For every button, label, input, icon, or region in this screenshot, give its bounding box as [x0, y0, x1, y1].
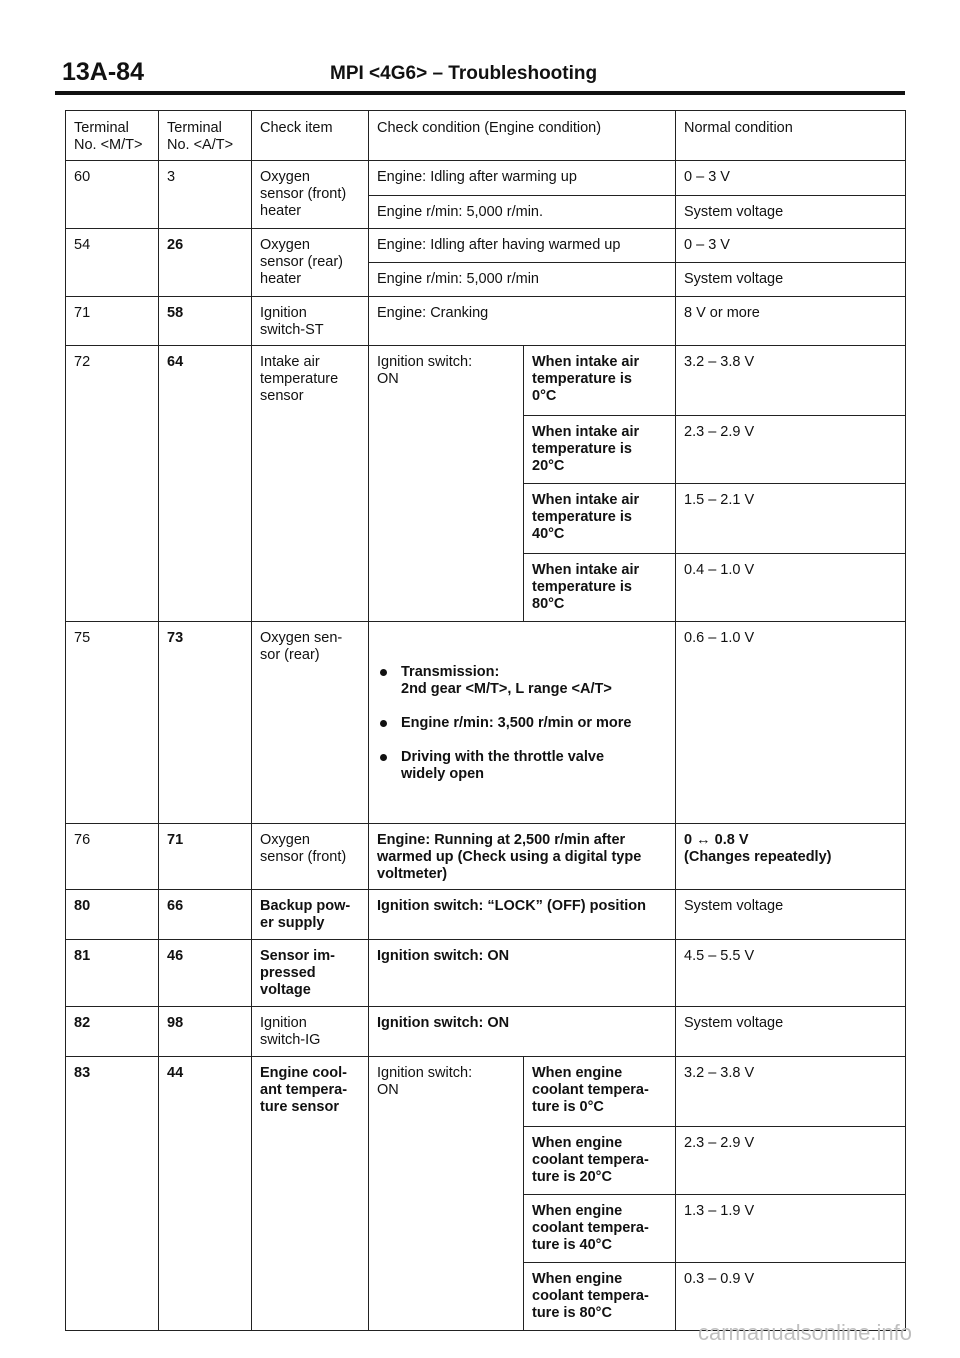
terminal-at: 98 — [159, 1007, 252, 1057]
table-row — [66, 1057, 906, 1127]
watermark: carmanualsonline.info — [697, 1320, 912, 1345]
terminal-mt: 72 — [66, 346, 159, 622]
table-row — [66, 297, 906, 346]
normal-condition: 0 – 3 V — [676, 229, 906, 263]
table-row — [66, 229, 906, 263]
normal-condition: System voltage — [676, 1007, 906, 1057]
check-condition: Engine: Cranking — [369, 297, 676, 346]
normal-condition: 0.4 – 1.0 V — [676, 554, 906, 622]
terminal-mt: 54 — [66, 229, 159, 297]
check-item: Oxygen sen- sor (rear) — [252, 622, 369, 824]
normal-condition: 4.5 – 5.5 V — [676, 940, 906, 1007]
terminal-at: 46 — [159, 940, 252, 1007]
table-row — [66, 1007, 906, 1057]
terminal-mt: 82 — [66, 1007, 159, 1057]
check-item: Ignition switch-IG — [252, 1007, 369, 1057]
check-condition: Engine: Running at 2,500 r/min after warmed up (Check using a digital type voltmeter) — [369, 824, 676, 890]
normal-condition: System voltage — [676, 263, 906, 297]
check-item: Oxygen sensor (front) heater — [252, 161, 369, 229]
terminal-at: 3 — [159, 161, 252, 229]
check-condition: Ignition switch: ON — [369, 1007, 676, 1057]
check-condition: Engine r/min: 5,000 r/min. — [369, 196, 676, 229]
sub-condition: When intake air temperature is 20°C — [524, 416, 676, 484]
page-title: MPI <4G6> – Troubleshooting — [330, 63, 598, 84]
check-condition: Engine: Idling after having warmed up — [369, 229, 676, 263]
terminal-at: 26 — [159, 229, 252, 297]
check-condition: Ignition switch: ON — [369, 940, 676, 1007]
condition-bullet: Engine r/min: 3,500 r/min or more — [377, 715, 667, 732]
table-row — [66, 940, 906, 1007]
table-row — [66, 622, 906, 824]
terminal-mt: 75 — [66, 622, 159, 824]
terminal-mt: 76 — [66, 824, 159, 890]
condition-bullet-list — [377, 647, 667, 800]
terminal-mt: 80 — [66, 890, 159, 940]
terminal-mt: 71 — [66, 297, 159, 346]
terminal-at: 44 — [159, 1057, 252, 1331]
check-condition: Engine r/min: 5,000 r/min — [369, 263, 676, 297]
table-row — [66, 890, 906, 940]
normal-condition: 1.3 – 1.9 V — [676, 1195, 906, 1263]
condition-bullet: Driving with the throttle valve widely open — [377, 749, 667, 783]
check-item: Backup pow- er supply — [252, 890, 369, 940]
normal-condition: 3.2 – 3.8 V — [676, 346, 906, 416]
sub-condition: When engine coolant tempera- ture is 40°C — [524, 1195, 676, 1263]
terminal-at: 64 — [159, 346, 252, 622]
normal-condition: 2.3 – 2.9 V — [676, 416, 906, 484]
normal-condition: System voltage — [676, 890, 906, 940]
terminal-at: 58 — [159, 297, 252, 346]
terminal-mt: 60 — [66, 161, 159, 229]
check-item: Engine cool- ant tempera- ture sensor — [252, 1057, 369, 1331]
page-number: 13A-84 — [62, 58, 144, 86]
header-terminal-mt: Terminal No. <M/T> — [66, 111, 159, 161]
table-row — [66, 346, 906, 416]
check-item: Ignition switch-ST — [252, 297, 369, 346]
table-row — [66, 161, 906, 196]
terminal-at: 73 — [159, 622, 252, 824]
header-terminal-at: Terminal No. <A/T> — [159, 111, 252, 161]
header-rule — [55, 91, 905, 95]
normal-condition: 0 – 3 V — [676, 161, 906, 196]
sub-condition: When intake air temperature is 80°C — [524, 554, 676, 622]
check-item: Sensor im- pressed voltage — [252, 940, 369, 1007]
check-condition: Ignition switch: ON — [369, 1057, 524, 1331]
check-condition: Engine: Idling after warming up — [369, 161, 676, 196]
normal-condition: 0.6 – 1.0 V — [676, 622, 906, 824]
terminal-mt: 83 — [66, 1057, 159, 1331]
sub-condition: When intake air temperature is 0°C — [524, 346, 676, 416]
sub-condition: When engine coolant tempera- ture is 0°C — [524, 1057, 676, 1127]
normal-condition: 0.3 – 0.9 V — [676, 1263, 906, 1331]
check-item: Oxygen sensor (front) — [252, 824, 369, 890]
condition-bullet: Transmission: 2nd gear <M/T>, L range <A/T> — [377, 664, 667, 698]
table-row — [66, 824, 906, 890]
header-check-condition: Check condition (Engine condition) — [369, 111, 676, 161]
check-item: Intake air temperature sensor — [252, 346, 369, 622]
check-condition: Ignition switch: ON — [369, 346, 524, 622]
normal-condition: 3.2 – 3.8 V — [676, 1057, 906, 1127]
table-header-row — [66, 111, 906, 161]
sub-condition: When engine coolant tempera- ture is 20°C — [524, 1127, 676, 1195]
terminal-at: 71 — [159, 824, 252, 890]
sub-condition: When intake air temperature is 40°C — [524, 484, 676, 554]
normal-condition: 8 V or more — [676, 297, 906, 346]
terminal-mt: 81 — [66, 940, 159, 1007]
check-item: Oxygen sensor (rear) heater — [252, 229, 369, 297]
check-condition — [369, 622, 676, 824]
sub-condition: When engine coolant tempera- ture is 80°C — [524, 1263, 676, 1331]
header-check-item: Check item — [252, 111, 369, 161]
header-normal-condition: Normal condition — [676, 111, 906, 161]
terminal-at: 66 — [159, 890, 252, 940]
terminal-check-table — [65, 110, 906, 1331]
check-condition: Ignition switch: “LOCK” (OFF) position — [369, 890, 676, 940]
normal-condition: 1.5 – 2.1 V — [676, 484, 906, 554]
normal-condition: System voltage — [676, 196, 906, 229]
normal-condition: 2.3 – 2.9 V — [676, 1127, 906, 1195]
normal-condition: 0 ↔ 0.8 V (Changes repeatedly) — [676, 824, 906, 890]
